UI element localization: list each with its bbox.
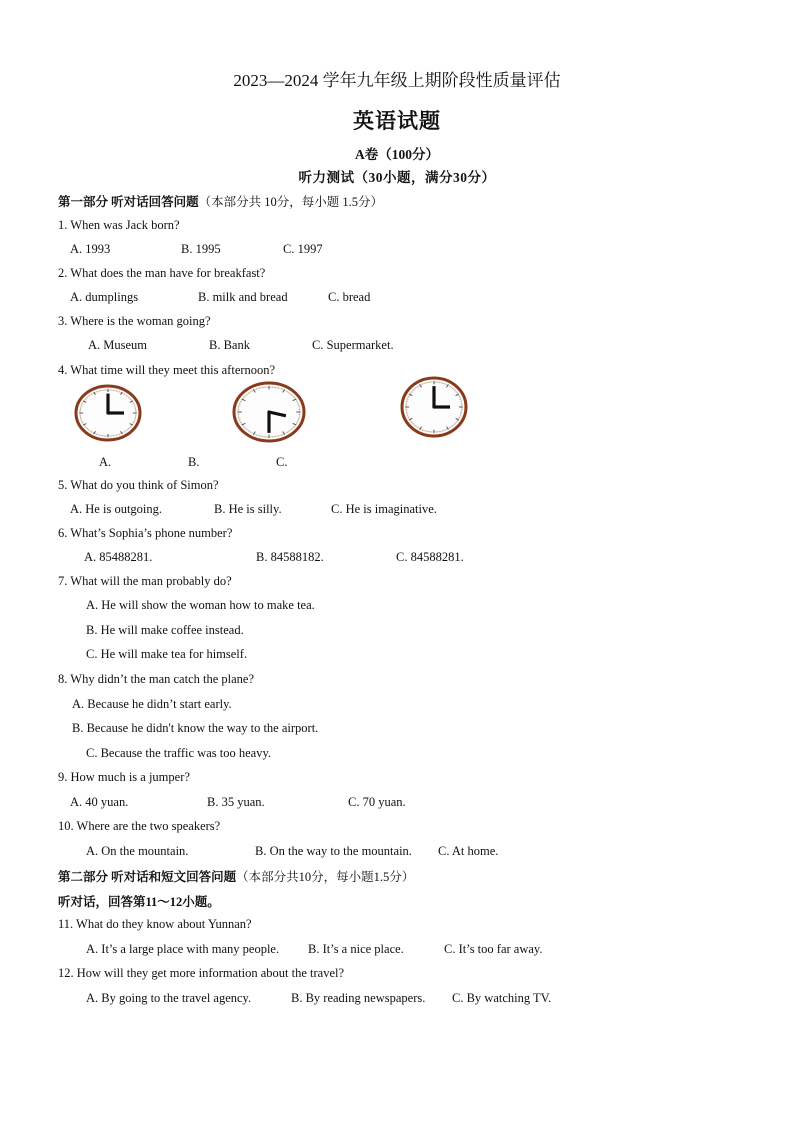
question-8-option-a: A. Because he didn’t start early. <box>72 697 232 711</box>
question-6-option-c: C. 84588281. <box>396 550 464 564</box>
clock-b-icon <box>232 381 306 443</box>
question-8-stem: 8. Why didn’t the man catch the plane? <box>58 672 255 686</box>
question-10-option-a: A. On the mountain. <box>86 844 189 858</box>
question-6-option-a: A. 85488281. <box>84 550 153 564</box>
question-5-option-a: A. He is outgoing. <box>70 502 163 516</box>
question-1-option-c: C. 1997 <box>283 242 323 256</box>
question-3-option-c: C. Supermarket. <box>312 338 394 352</box>
question-7-stem: 7. What will the man probably do? <box>58 574 232 588</box>
question-10-option-b: B. On the way to the mountain. <box>255 844 412 858</box>
question-3-option-b: B. Bank <box>209 338 250 352</box>
question-5-option-b: B. He is silly. <box>214 502 282 516</box>
question-12-option-b: B. By reading newspapers. <box>291 991 426 1005</box>
question-4-stem: 4. What time will they meet this afternoon? <box>58 363 276 377</box>
question-1-option-a: A. 1993 <box>70 242 111 256</box>
clock-center-pin <box>267 410 270 413</box>
volume-label: A卷（100分） <box>355 147 439 162</box>
clock-c-icon <box>400 376 468 438</box>
question-12-option-c: C. By watching TV. <box>452 991 552 1005</box>
question-2-option-a: A. dumplings <box>70 290 139 304</box>
clock-center-pin <box>106 411 109 414</box>
question-12-stem: 12. How will they get more information about the travel? <box>58 966 345 980</box>
clock-center-pin <box>432 405 435 408</box>
clock-a-icon <box>74 384 142 442</box>
question-1-stem: 1. When was Jack born? <box>58 218 180 232</box>
question-7-option-a: A. He will show the woman how to make tea. <box>86 598 315 612</box>
question-7-option-b: B. He will make coffee instead. <box>86 623 244 637</box>
question-3-stem: 3. Where is the woman going? <box>58 314 211 328</box>
question-4-option-b: B. <box>188 455 200 469</box>
question-8-option-b: B. Because he didn't know the way to the airport. <box>72 721 319 735</box>
question-10-stem: 10. Where are the two speakers? <box>58 819 221 833</box>
question-4-option-a: A. <box>99 455 112 469</box>
question-9-option-c: C. 70 yuan. <box>348 795 406 809</box>
question-5-stem: 5. What do you think of Simon? <box>58 478 219 492</box>
question-3-option-a: A. Museum <box>88 338 148 352</box>
exam-subtitle: 英语试题 <box>353 109 441 133</box>
question-9-stem: 9. How much is a jumper? <box>58 770 190 784</box>
question-9-option-b: B. 35 yuan. <box>207 795 265 809</box>
part2-note: （本部分共10分，每小题1.5分） <box>236 870 415 884</box>
part1-heading: 第一部分 听对话回答问题 <box>58 195 199 209</box>
question-2-stem: 2. What does the man have for breakfast? <box>58 266 266 280</box>
question-9-option-a: A. 40 yuan. <box>70 795 129 809</box>
question-5-option-c: C. He is imaginative. <box>331 502 437 516</box>
question-2-option-c: C. bread <box>328 290 371 304</box>
part2-instruction: 听对话，回答第11～12小题。 <box>58 895 220 909</box>
question-2-option-b: B. milk and bread <box>198 290 288 304</box>
question-11-option-c: C. It’s too far away. <box>444 942 543 956</box>
question-1-option-b: B. 1995 <box>181 242 221 256</box>
question-11-option-a: A. It’s a large place with many people. <box>86 942 280 956</box>
part1-note: （本部分共 10分，每小题 1.5分） <box>198 195 384 209</box>
question-8-option-c: C. Because the traffic was too heavy. <box>86 746 272 760</box>
part2-heading: 第二部分 听对话和短文回答问题 <box>58 870 237 884</box>
exam-title: 2023—2024 学年九年级上期阶段性质量评估 <box>233 71 561 90</box>
question-4-option-c: C. <box>276 455 288 469</box>
question-11-option-b: B. It’s a nice place. <box>308 942 404 956</box>
question-6-stem: 6. What’s Sophia’s phone number? <box>58 526 233 540</box>
part2-header <box>58 867 414 885</box>
question-7-option-c: C. He will make tea for himself. <box>86 647 248 661</box>
question-11-stem: 11. What do they know about Yunnan? <box>58 917 252 931</box>
question-12-option-a: A. By going to the travel agency. <box>86 991 252 1005</box>
listening-label: 听力测试（30小题，满分30分） <box>298 170 496 185</box>
part1-header <box>58 192 383 210</box>
question-10-option-c: C. At home. <box>438 844 499 858</box>
question-6-option-b: B. 84588182. <box>256 550 324 564</box>
